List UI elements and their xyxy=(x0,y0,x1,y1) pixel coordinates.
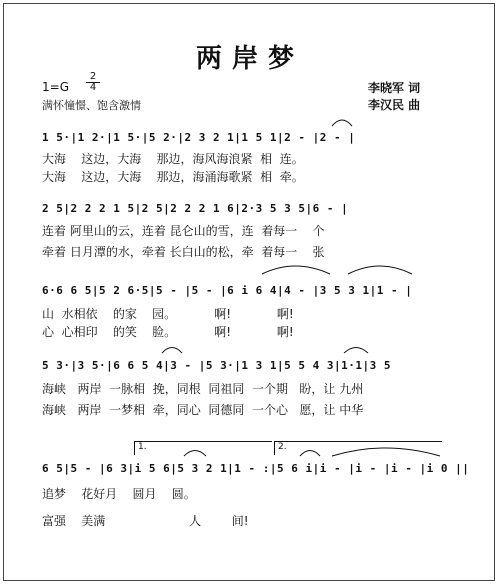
slur-1 xyxy=(332,120,352,126)
tie-long xyxy=(332,448,440,456)
lyric-line-4b: 海峡 两岸 一梦相 牵，同心 同德同 一个心 愿，让 中华 xyxy=(42,403,364,417)
expression-marking: 满怀憧憬、饱含激情 xyxy=(42,99,141,112)
slur-7 xyxy=(300,451,320,457)
slur-4 xyxy=(162,348,182,354)
time-signature-numerator: 2 xyxy=(86,72,100,83)
slur-5 xyxy=(344,348,368,354)
lyric-line-3a: 山 水相依 的家 园。 啊! 啊! xyxy=(42,307,294,321)
slur-6 xyxy=(184,451,206,457)
slur-3 xyxy=(348,266,412,274)
notation-line-1: 1 5·|1 2·|1 5·|5 2·|2 3 2 1|1 5 1|2 - |2 - | xyxy=(42,131,356,144)
lyric-line-2b: 牵着 日月潭的水，牵着 长白山的松，牵 着每一 张 xyxy=(42,245,325,259)
notation-line-4: 5 3·|3 5·|6 6 5 4|3 - |5 3·|1 3 1|5 5 4 3|1·1|3 5 xyxy=(42,359,392,372)
lyric-line-5b: 富强 美满 人 间! xyxy=(42,514,249,528)
time-signature-denominator: 4 xyxy=(89,82,97,93)
lyric-line-1b: 大海 这边，大海 那边，海涌海歌紧 相 牵。 xyxy=(42,170,304,184)
notation-line-5: 6 5|5 - |6 3|i 5 6|5 3 2 1|1 - :|5 6 i|i - |i - |i - |i 0 || xyxy=(42,462,470,475)
notation-line-2: 2 5|2 2 2 1 5|2 5|2 2 2 1 6|2·3 5 3 5|6 - | xyxy=(42,202,349,215)
notation-line-3: 6·6 6 5|5 2 6·5|5 - |5 - |6 i 6 4|4 - |3 5 3 1|1 - | xyxy=(42,284,413,297)
lyric-line-4a: 海峡 两岸 一脉相 挽，同根 同祖同 一个期 盼，让 九州 xyxy=(42,382,364,396)
lyricist-credit: 李晓军 词 xyxy=(368,81,421,95)
lyric-line-2a: 连着 阿里山的云，连着 昆仑山的雪，连 着每一 个 xyxy=(42,224,325,238)
lyric-line-3b: 心 心相印 的笑 脸。 啊! 啊! xyxy=(42,325,294,339)
first-ending-bracket: 1. xyxy=(134,441,272,455)
second-ending-bracket: 2. xyxy=(274,441,442,455)
composer-credit: 李汉民 曲 xyxy=(368,98,421,112)
song-title: 两岸梦 xyxy=(195,44,304,74)
key-signature: 1=G xyxy=(42,80,69,94)
lyric-line-1a: 大海 这边，大海 那边，海风海浪紧 相 连。 xyxy=(42,152,304,166)
lyric-line-5a: 追梦 花好月 圆月 圆。 xyxy=(42,487,196,501)
slur-2 xyxy=(262,266,330,274)
